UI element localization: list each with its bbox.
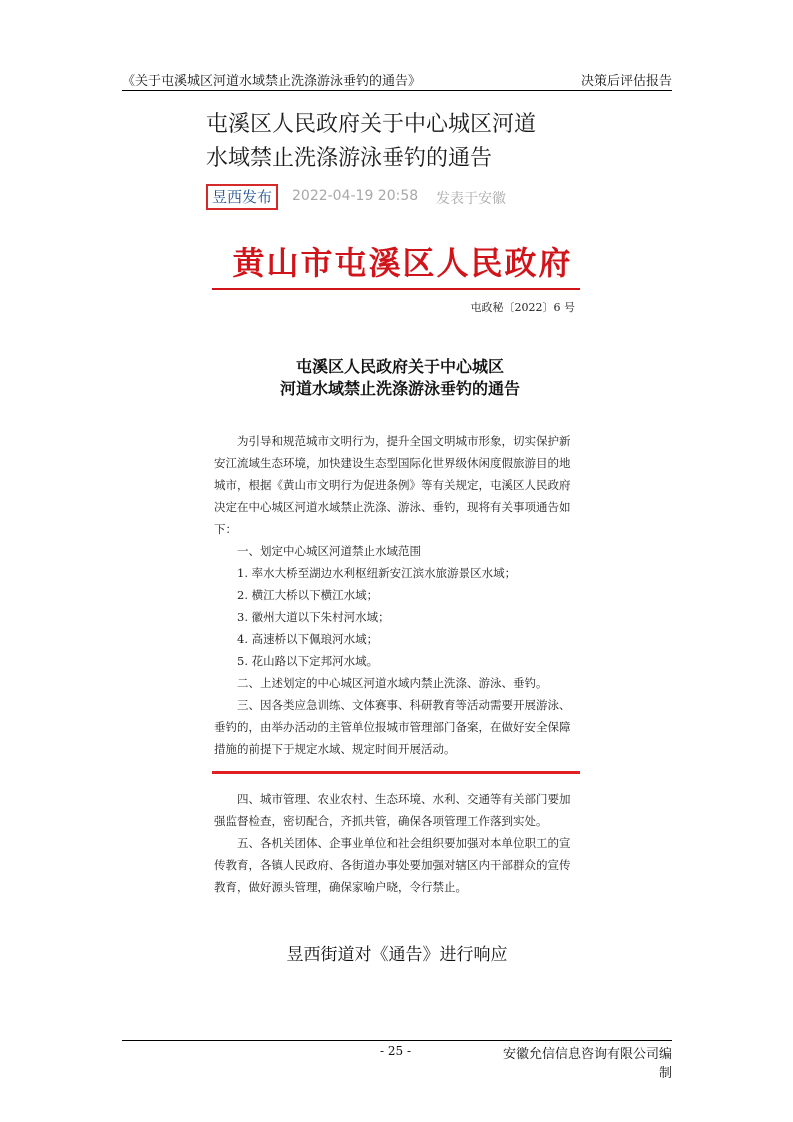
list-item: 5. 花山路以下定邦河水域。	[237, 654, 379, 668]
notice-title-line1: 屯溪区人民政府关于中心城区	[295, 357, 504, 376]
red-rule-top	[212, 288, 580, 290]
source-account-link[interactable]: 昱西发布	[206, 184, 278, 210]
footer-company: 安徽允信信息咨询有限公司编制	[502, 1047, 672, 1081]
notice-section-2: 二、上述划定的中心城区河道水域内禁止洗涤、游泳、垂钓。	[237, 676, 548, 690]
document-number: 屯政秘〔2022〕6 号	[470, 301, 575, 314]
article-title-line2: 水域禁止洗涤游泳垂钓的通告	[206, 146, 493, 171]
list-item: 4. 高速桥以下佩琅河水域；	[237, 632, 379, 646]
article-title	[206, 108, 586, 176]
notice-intro: 为引导和规范城市文明行为，提升全国文明城市形象，切实保护新安江流域生态环境，加快建设生态型国际化世界级休闲度假旅游目的地城市，根据《黄山市文明行为促进条例》等有关规定，屯溪区人民政府决定在中心城区河道水域禁止洗涤、游泳、垂钓，现将有关事项通告如下：	[214, 434, 571, 536]
list-item: 2. 横江大桥以下横江水域；	[237, 588, 379, 602]
notice-title	[230, 356, 570, 400]
notice-title-line2: 河道水域禁止洗涤游泳垂钓的通告	[279, 379, 520, 398]
publish-date: 2022-04-19 20:58	[292, 188, 419, 204]
list-item: 1. 率水大桥至湖边水利枢纽新安江滨水旅游景区水域；	[237, 566, 517, 580]
article-meta	[206, 184, 596, 210]
footer-rule	[122, 1040, 672, 1041]
figure-caption: 昱西街道对《通告》进行响应	[286, 945, 508, 965]
notice-section-1: 一、划定中心城区河道禁止水域范围	[237, 544, 421, 558]
header-rule	[122, 90, 672, 91]
notice-body-part2	[214, 788, 579, 898]
notice-section-4: 四、城市管理、农业农村、生态环境、水利、交通等有关部门要加强监督检查，密切配合，齐抓共管，确保各项管理工作落到实处。	[214, 792, 571, 828]
running-header-report: 决策后评估报告	[580, 74, 672, 89]
running-header	[122, 70, 672, 92]
page-number: - 25 -	[380, 1044, 412, 1058]
running-header-title: 《关于屯溪城区河道水域禁止洗涤游泳垂钓的通告》	[122, 74, 422, 89]
article-title-line1: 屯溪区人民政府关于中心城区河道	[206, 112, 537, 137]
red-rule-separator	[212, 771, 580, 774]
notice-body-part1	[214, 430, 579, 760]
article-screenshot	[200, 98, 595, 928]
notice-section-5: 五、各机关团体、企事业单位和社会组织要加强对本单位职工的宣传教育，各镇人民政府、各街道办事处要加强对辖区内干部群众的宣传教育，做好源头管理，确保家喻户晓，令行禁止。	[214, 836, 571, 894]
document-issuer-heading: 黄山市屯溪区人民政府	[232, 244, 573, 282]
publish-location: 发表于安徽	[436, 191, 506, 207]
list-item: 3. 徽州大道以下朱村河水域；	[237, 610, 390, 624]
notice-section-3: 三、因各类应急训练、文体赛事、科研教育等活动需要开展游泳、垂钓的，由举办活动的主管单位报城市管理部门备案，在做好安全保障措施的前提下于规定水域、规定时间开展活动。	[214, 698, 571, 756]
